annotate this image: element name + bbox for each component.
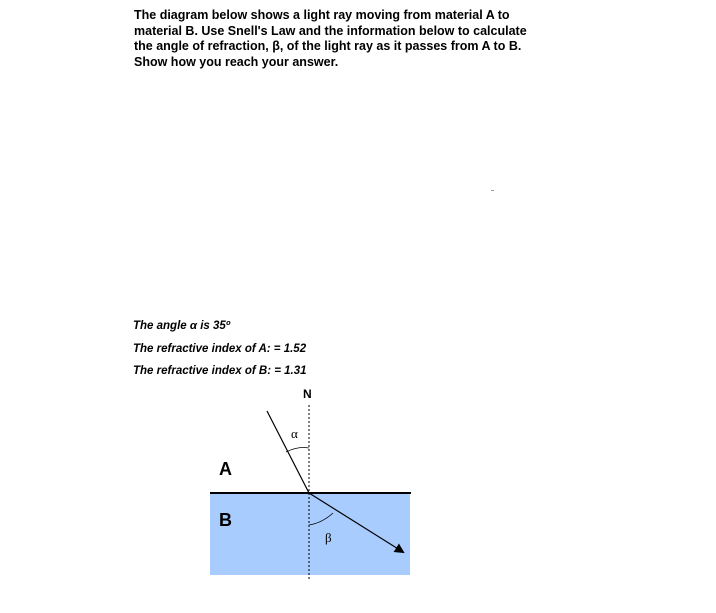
incidence-angle-arc <box>286 448 309 453</box>
normal-label: N <box>303 387 312 401</box>
alpha-symbol: α <box>291 426 298 441</box>
material-a-label: A <box>219 459 232 479</box>
question-line: Show how you reach your answer. <box>134 54 339 69</box>
question-line: material B. Use Snell's Law and the information below to calculate <box>134 23 527 38</box>
given-angle-prefix: The angle <box>133 320 190 332</box>
given-angle-symbol: α <box>189 320 198 332</box>
question-line: the angle of refraction, β, of the light ray as it passes from A to B. <box>134 39 522 53</box>
given-index-a: The refractive index of A: = 1.52 <box>133 343 307 355</box>
material-b-label: B <box>219 510 232 530</box>
given-index-b: The refractive index of B: = 1.31 <box>133 365 307 377</box>
given-angle-suffix: is 35º <box>197 320 230 332</box>
question-line: The diagram below shows a light ray moving from material A to <box>134 8 510 22</box>
material-b-region <box>210 493 410 575</box>
incident-ray <box>267 411 309 493</box>
beta-symbol: β <box>325 530 332 545</box>
